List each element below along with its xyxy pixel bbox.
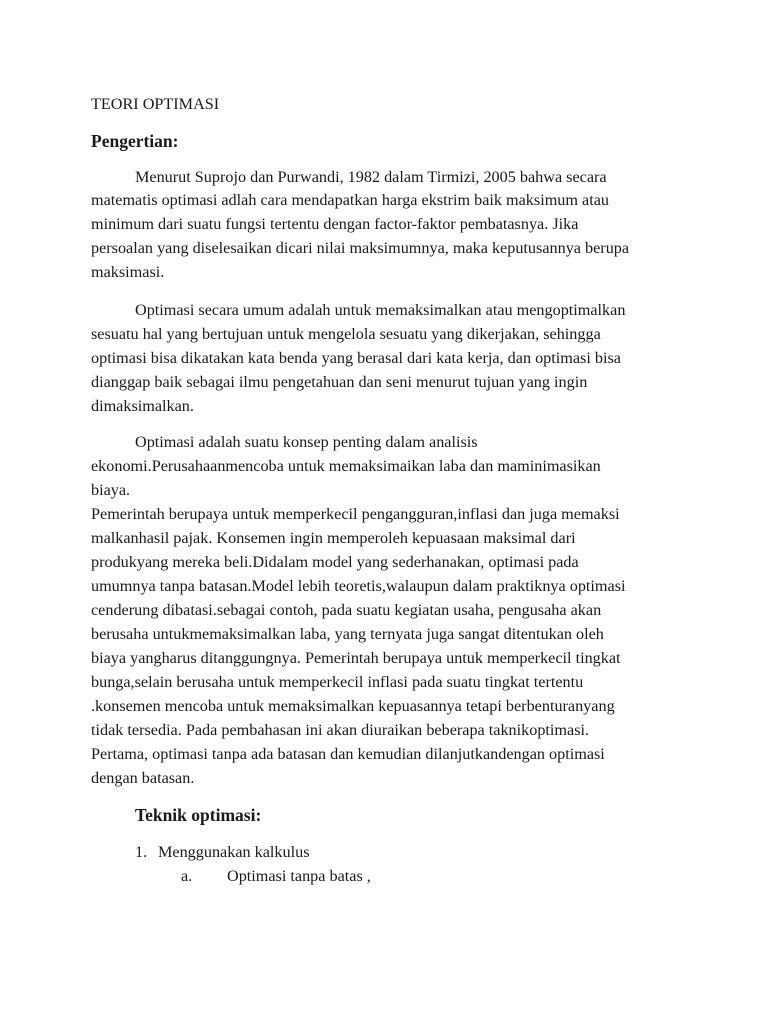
paragraph-line: Pemerintah berupaya untuk memperkecil pengangguran,inflasi dan juga memaksi [91, 505, 620, 523]
paragraph-line: .konsemen mencoba untuk memaksimalkan kepuasannya tetapi berbenturanyang [91, 697, 615, 715]
paragraph-line: ekonomi.Perusahaanmencoba untuk memaksimaikan laba dan maminimasikan [91, 457, 601, 475]
paragraph-line: tidak tersedia. Pada pembahasan ini akan diuraikan beberapa taknikoptimasi. [91, 721, 590, 739]
paragraph-line: Pertama, optimasi tanpa ada batasan dan kemudian dilanjutkandengan optimasi [91, 745, 605, 763]
sub-item-a-text: Optimasi tanpa batas , [227, 867, 371, 885]
paragraph-line: umumnya tanpa batasan.Model lebih teoretis,walaupun dalam praktiknya optimasi [91, 577, 626, 595]
paragraph-line: dengan batasan. [91, 769, 195, 787]
paragraph-line: Optimasi secara umum adalah untuk memaksimalkan atau mengoptimalkan [135, 301, 626, 319]
paragraph-line: matematis optimasi adlah cara mendapatkan harga ekstrim baik maksimum atau [91, 191, 609, 209]
paragraph-line: minimum dari suatu fungsi tertentu dengan factor-faktor pembatasnya. Jika [91, 215, 579, 233]
paragraph-line: malkanhasil pajak. Konsemen ingin memperoleh kepuasaan maksimal dari [91, 529, 576, 547]
paragraph-line: biaya. [91, 481, 131, 499]
paragraph-line: sesuatu hal yang bertujuan untuk mengelola sesuatu yang dikerjakan, sehingga [91, 325, 601, 343]
paragraph-line: optimasi bisa dikatakan kata benda yang berasal dari kata kerja, dan optimasi bisa [91, 349, 621, 367]
paragraph-line: Optimasi adalah suatu konsep penting dalam analisis [135, 433, 478, 451]
paragraph-line: maksimasi. [91, 263, 165, 281]
list-item-1-text: Menggunakan kalkulus [158, 843, 310, 861]
paragraph-line: Menurut Suprojo dan Purwandi, 1982 dalam Tirmizi, 2005 bahwa secara [135, 168, 607, 186]
paragraph-line: produkyang mereka beli.Didalam model yang sederhanakan, optimasi pada [91, 553, 579, 571]
paragraph-line: berusaha untukmemaksimalkan laba, yang ternyata juga sangat ditentukan oleh [91, 625, 604, 643]
paragraph-line: dianggap baik sebagai ilmu pengetahuan dan seni menurut tujuan yang ingin [91, 373, 588, 391]
heading-pengertian: Pengertian: [91, 131, 179, 151]
paragraph-line: bunga,selain berusaha untuk memperkecil inflasi pada suatu tingkat tertentu [91, 673, 584, 691]
paragraph-line: biaya yangharus ditanggungnya. Pemerintah berupaya untuk memperkecil tingkat [91, 649, 621, 667]
heading-teknik-optimasi: Teknik optimasi: [135, 805, 262, 825]
sub-item-a-letter: a. [181, 867, 193, 885]
paragraph-line: persoalan yang diselesaikan dicari nilai maksimumnya, maka keputusannya berupa [91, 239, 630, 257]
document-title: TEORI OPTIMASI [91, 95, 220, 113]
paragraph-line: cenderung dibatasi.sebagai contoh, pada suatu kegiatan usaha, pengusaha akan [91, 601, 602, 619]
paragraph-line: dimaksimalkan. [91, 397, 194, 415]
list-item-1-number: 1. [135, 843, 148, 861]
